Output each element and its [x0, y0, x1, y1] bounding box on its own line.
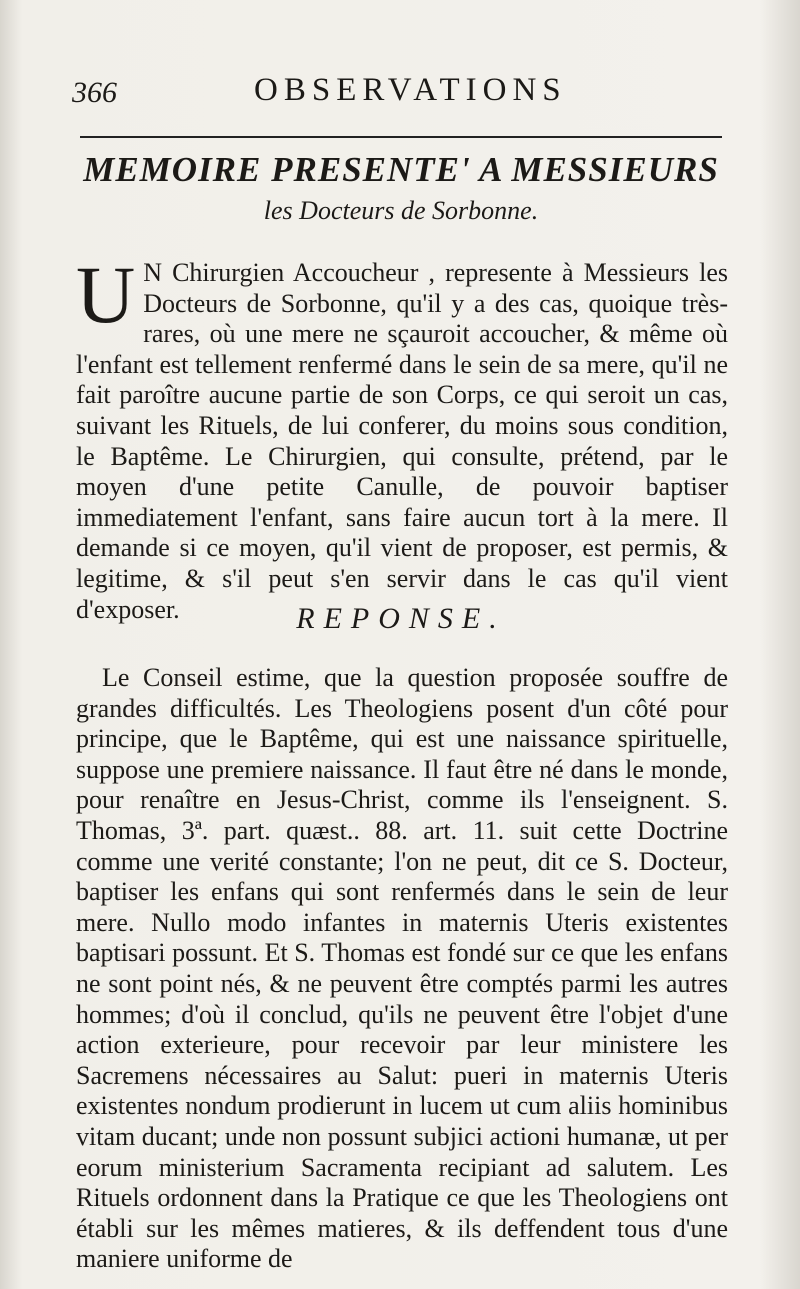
response-heading: REPONSE.: [296, 602, 506, 635]
memoire-paragraph: [76, 249, 728, 625]
header-rule: [80, 136, 722, 138]
memoire-title: MEMOIRE PRESENTE' A MESSIEURS: [83, 150, 719, 189]
running-title: OBSERVATIONS: [254, 72, 567, 108]
response-paragraph: Le Conseil estime, que la question proposée souffre de grandes difficultés. Les Theologiens posent d'un côté pour principe, que le Baptême, qui est une naissance spirituelle, suppose une premiere naissance. Il faut être né dans le monde, pour renaître en Jesus-Christ, comme ils l'enseignent. S. Thomas, 3ª. part. quæst.. 88. art. 11. suit cette Doctrine comme une verité constante; l'on ne peut, dit ce S. Docteur, baptiser les enfans qui sont renfermés dans le sein de leur mere. Nullo modo infantes in maternis Uteris existentes baptisari possunt. Et S. Thomas est fondé sur ce que les enfans ne sont point nés, & ne peuvent être comptés parmi les autres hommes; d'où il conclud, qu'ils ne peuvent être l'objet d'une action exterieure, pour recevoir par leur ministere les Sacremens nécessaires au Salut: pueri in maternis Uteris existentes nondum prodierunt in lucem ut cum aliis hominibus vitam ducant; unde non possunt subjici actioni humanæ, ut per eorum ministerium Sacramenta recipiant ad salutem. Les Rituels ordonnent dans la Pratique ce que les Theologiens ont établi sur les mêmes matieres, & ils deffendent tous d'une maniere uniforme de: [76, 663, 728, 1274]
memoire-subtitle: les Docteurs de Sorbonne.: [263, 196, 539, 225]
page-header: [72, 70, 724, 118]
drop-cap: U: [76, 249, 136, 340]
page-number: 366: [72, 76, 117, 109]
memoire-body: N Chirurgien Accoucheur , represente à Messieurs les Docteurs de Sorbonne, qu'il y a des cas, quoique très-rares, où une mere ne sçauroit accoucher, & même où l'enfant est tellement renfermé dans le sein de sa mere, qu'il ne fait paroître aucune partie de son Corps, ce qui seroit un cas, suivant les Rituels, de lui conferer, du moins sous condition, le Baptême. Le Chirurgien, qui consulte, prétend, par le moyen d'une petite Canulle, de pouvoir baptiser immediatement l'enfant, sans faire aucun tort à la mere. Il demande si ce moyen, qu'il vient de proposer, est permis, & legitime, & s'il peut s'en servir dans le cas qu'il vient d'exposer.: [76, 258, 728, 624]
response-section: [76, 663, 728, 1275]
